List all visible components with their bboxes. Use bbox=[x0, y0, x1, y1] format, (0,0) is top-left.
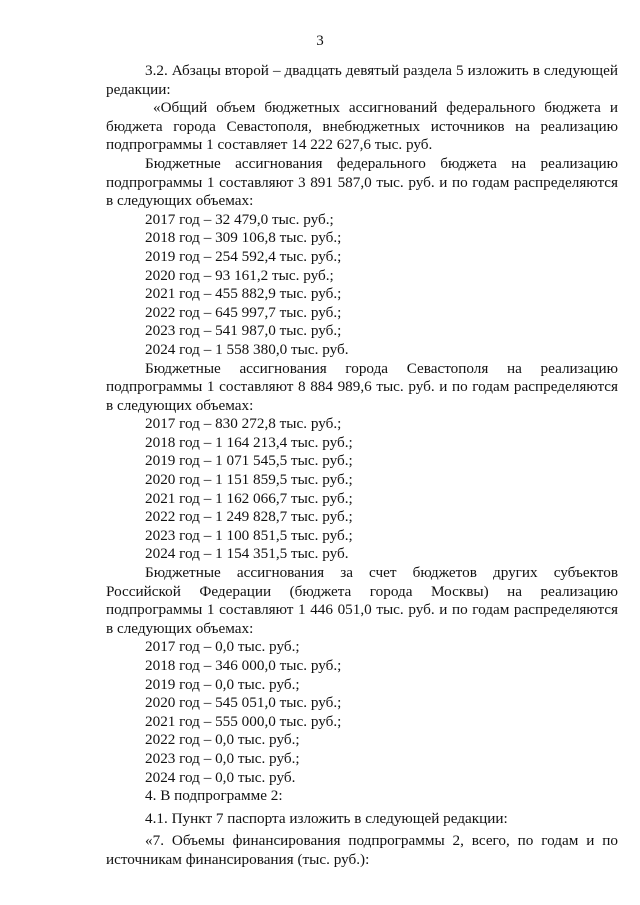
federal-year-2017: 2017 год – 32 479,0 тыс. руб.; bbox=[145, 210, 334, 228]
document-body bbox=[106, 62, 618, 870]
other-year-2017: 2017 год – 0,0 тыс. руб.; bbox=[145, 638, 300, 656]
federal-year-2022: 2022 год – 645 997,7 тыс. руб.; bbox=[145, 303, 342, 321]
federal-year-2020: 2020 год – 93 161,2 тыс. руб.; bbox=[145, 266, 334, 284]
sevastopol-year-2023: 2023 год – 1 100 851,5 тыс. руб.; bbox=[145, 526, 353, 544]
other-year-2021: 2021 год – 555 000,0 тыс. руб.; bbox=[145, 712, 342, 730]
sevastopol-year-2021: 2021 год – 1 162 066,7 тыс. руб.; bbox=[145, 489, 353, 507]
other-year-2023: 2023 год – 0,0 тыс. руб.; bbox=[145, 749, 300, 767]
other-year-2022: 2022 год – 0,0 тыс. руб.; bbox=[145, 731, 300, 749]
other-year-2019: 2019 год – 0,0 тыс. руб.; bbox=[145, 675, 300, 693]
other-subjects-budget-years bbox=[106, 638, 618, 787]
sevastopol-year-2020: 2020 год – 1 151 859,5 тыс. руб.; bbox=[145, 471, 353, 489]
sevastopol-budget-intro: Бюджетные ассигнования города Севастополя на реализацию подпрограммы 1 составляют 8 884 989,6 тыс. руб. и по годам распределяются в следующих объемах: bbox=[106, 359, 618, 414]
paragraph-4-1: 4.1. Пункт 7 паспорта изложить в следующей редакции: bbox=[145, 809, 508, 827]
federal-year-2024: 2024 год – 1 558 380,0 тыс. руб. bbox=[145, 340, 349, 358]
sevastopol-year-2024: 2024 год – 1 154 351,5 тыс. руб. bbox=[145, 545, 349, 563]
paragraph-7-financing: «7. Объемы финансирования подпрограммы 2, всего, по годам и по источникам финансирования (тыс. руб.): bbox=[106, 832, 618, 868]
other-year-2024: 2024 год – 0,0 тыс. руб. bbox=[145, 768, 296, 786]
sevastopol-year-2022: 2022 год – 1 249 828,7 тыс. руб.; bbox=[145, 508, 353, 526]
federal-year-2021: 2021 год – 455 882,9 тыс. руб.; bbox=[145, 285, 342, 303]
sevastopol-year-2017: 2017 год – 830 272,8 тыс. руб.; bbox=[145, 415, 342, 433]
paragraph-3-2: 3.2. Абзацы второй – двадцать девятый раздела 5 изложить в следующей редакции: bbox=[106, 62, 618, 98]
paragraph-4: 4. В подпрограмме 2: bbox=[145, 787, 283, 805]
federal-year-2018: 2018 год – 309 106,8 тыс. руб.; bbox=[145, 229, 342, 247]
other-year-2018: 2018 год – 346 000,0 тыс. руб.; bbox=[145, 657, 342, 674]
federal-year-2023: 2023 год – 541 987,0 тыс. руб.; bbox=[145, 322, 342, 340]
page-number: 3 bbox=[316, 33, 324, 49]
federal-budget-years bbox=[106, 211, 618, 360]
sevastopol-year-2019: 2019 год – 1 071 545,5 тыс. руб.; bbox=[145, 452, 353, 470]
quote-total-budget: «Общий объем бюджетных ассигнований федерального бюджета и бюджета города Севастополя, внебюджетных источников на реализацию подпрограммы 1 составляет 14 222 627,6 тыс. руб. bbox=[106, 99, 618, 154]
federal-year-2019: 2019 год – 254 592,4 тыс. руб.; bbox=[145, 247, 342, 265]
sevastopol-year-2018: 2018 год – 1 164 213,4 тыс. руб.; bbox=[145, 433, 353, 451]
other-year-2020: 2020 год – 545 051,0 тыс. руб.; bbox=[145, 694, 342, 712]
sevastopol-budget-years bbox=[106, 415, 618, 564]
federal-budget-intro: Бюджетные ассигнования федерального бюджета на реализацию подпрограммы 1 составляют 3 891 587,0 тыс. руб. и по годам распределяются в следующих объемах: bbox=[106, 154, 618, 210]
other-subjects-budget-intro: Бюджетные ассигнования за счет бюджетов других субъектов Российской Федерации (бюджета города Москвы) на реализацию подпрограммы 1 составляют 1 446 051,0 тыс. руб. и по годам распределяются в следующих объемах: bbox=[106, 564, 618, 637]
